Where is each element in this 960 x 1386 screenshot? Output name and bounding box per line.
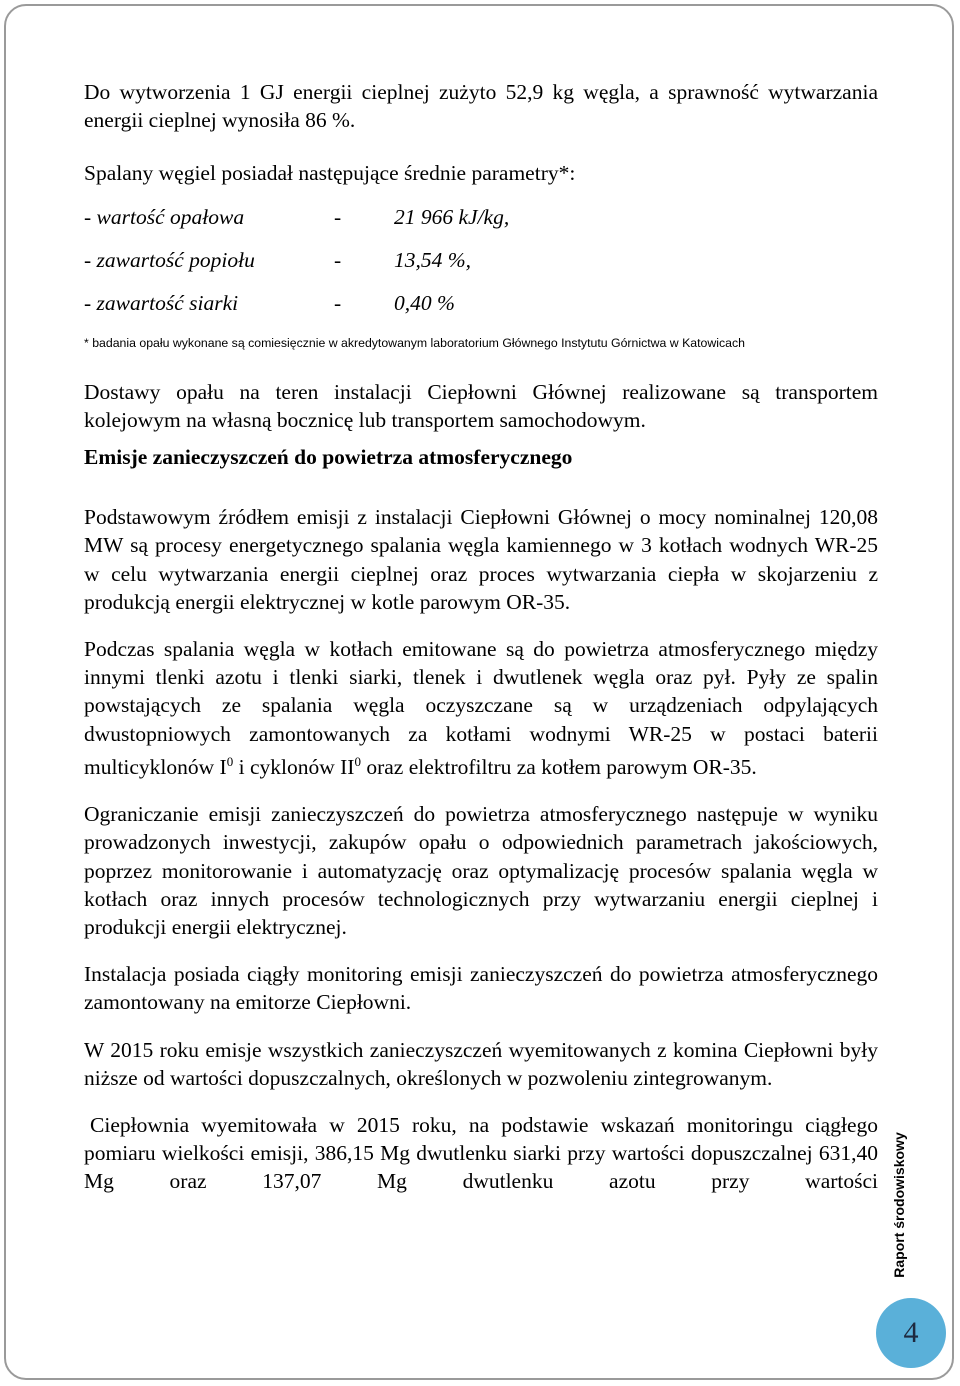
para2-text-a: Podczas spalania węgla w kotłach emitowane są do powietrza atmosferycznego między innymi tlenki azotu i tlenki siarki, tlenek i dwutlenek węgla oraz pył. Pyły ze spalin powstających ze spalania węgla oczyszczane są w urządzeniach odpylających dwustopniowych zamontowanych za kotłami wodnymi WR-25 w postaci baterii multicyklonów I (84, 637, 878, 779)
param-row (84, 203, 878, 231)
emission-reduction-paragraph: Ograniczanie emisji zanieczyszczeń do powietrza atmosferycznego następuje w wyniku prowadzonych inwestycji, zakupów opału o odpowiednich parametrach jakościowych, poprzez monitorowanie i automatyzację oraz optymalizację procesów spalania węgla w kotłach oraz innych procesów technologicznych przy wytwarzaniu energii cieplnej i produkcji energii elektrycznej. (84, 802, 878, 940)
param-dash: - (334, 290, 342, 315)
param-label: - zawartość popiołu (84, 247, 255, 272)
page-number-badge (876, 1298, 946, 1368)
para2-superscript-1: 0 (226, 753, 234, 769)
params-intro: Spalany węgiel posiadał następujące średnie parametry*: (84, 161, 576, 186)
deliveries-paragraph: Dostawy opału na teren instalacji Ciepłowni Głównej realizowane są transportem kolejowym na własną bocznicę lub transportem samochodowym. (84, 379, 878, 432)
param-dash: - (334, 247, 342, 272)
para2-superscript-2: 0 (354, 753, 361, 769)
params-list (84, 203, 878, 317)
param-row (84, 246, 878, 274)
param-value: 0,40 % (394, 290, 455, 315)
page-number: 4 (903, 1316, 919, 1349)
para2-text-c: oraz elektrofiltru za kotłem parowym OR-35. (360, 755, 757, 779)
param-label: - zawartość siarki (84, 290, 239, 315)
param-value: 21 966 kJ/kg, (394, 204, 510, 229)
footnote: * badania opału wykonane są comiesięcznie w akredytowanym laboratorium Głównego Instytutu Górnictwa w Katowicach (84, 335, 745, 350)
param-row (84, 289, 878, 317)
document-body (84, 78, 878, 1196)
emission-values-paragraph: Ciepłownia wyemitowała w 2015 roku, na podstawie wskazań monitoringu ciągłego pomiaru wielkości emisji, 386,15 Mg dwutlenku siarki przy wartości dopuszczalnej 631,40 Mg oraz 137,07 Mg dwutlenku azotu przy wartości (84, 1113, 878, 1194)
monitoring-paragraph: Instalacja posiada ciągły monitoring emisji zanieczyszczeń do powietrza atmosferycznego zamontowany na emitorze Ciepłowni. (84, 962, 878, 1015)
param-dash: - (334, 204, 342, 229)
para2-text-b: i cyklonów II (233, 755, 355, 779)
param-label: - wartość opałowa (84, 204, 245, 229)
param-value: 13,54 %, (394, 247, 472, 272)
emission-types-paragraph (84, 635, 878, 781)
emission-source-paragraph: Podstawowym źródłem emisji z instalacji Ciepłowni Głównej o mocy nominalnej 120,08 MW są procesy energetycznego spalania węgla kamiennego w 3 kotłach wodnych WR-25 w celu wytwarzania energii cieplnej oraz proces wytwarzania ciepła w skojarzeniu z produkcją energii elektrycznej w kotle parowym OR-35. (84, 505, 878, 614)
intro-paragraph: Do wytworzenia 1 GJ energii cieplnej zużyto 52,9 kg węgla, a sprawność wytwarzania energii cieplnej wynosiła 86 %. (84, 80, 878, 133)
compliance-paragraph: W 2015 roku emisje wszystkich zanieczyszczeń wyemitowanych z komina Ciepłowni były niższe od wartości dopuszczalnych, określonych w pozwoleniu zintegrowanym. (84, 1037, 878, 1090)
side-label (874, 1120, 924, 1290)
section-heading: Emisje zanieczyszczeń do powietrza atmosferycznego (84, 445, 573, 470)
side-label-text: Raport środowiskowy (891, 1132, 907, 1278)
